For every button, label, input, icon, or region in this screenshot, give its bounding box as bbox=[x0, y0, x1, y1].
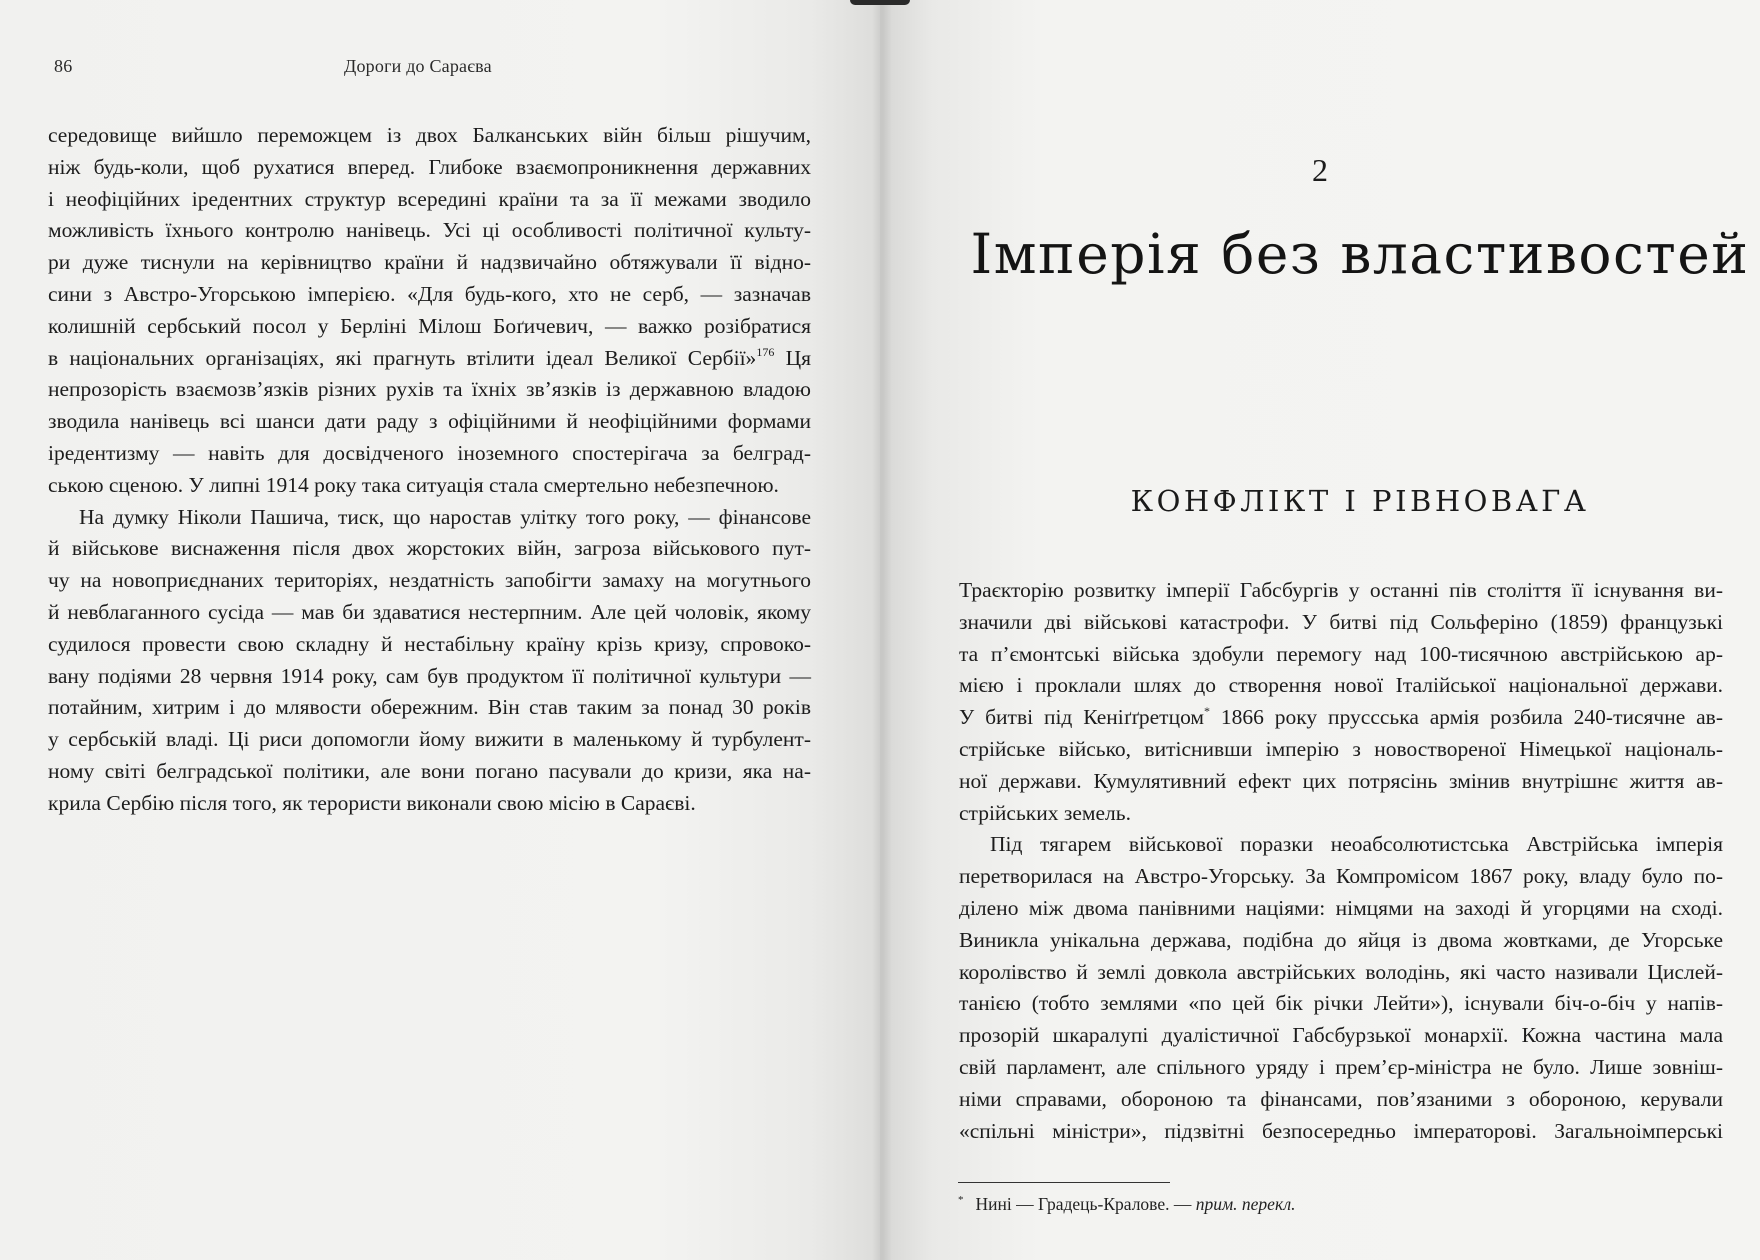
footnote-reference: 176 bbox=[756, 344, 775, 359]
text-line: крила Сербію після того, як терористи виконали свою місію в Сараєві. bbox=[48, 790, 696, 815]
text-line: стрійське військо, витіснивши імперію з новоствореної Німецької національ- bbox=[959, 736, 1723, 761]
text-line: Під тягарем військової поразки неоабсолютистська Австрійська імперія bbox=[990, 832, 1723, 857]
footnote-mark: * bbox=[958, 1194, 964, 1206]
text-line: ніж будь-коли, щоб рухатися вперед. Глибоке взаємопроникнення державних bbox=[48, 154, 811, 179]
text-line: судилося провести свою складну й нестабільну країну крізь кризу, спровоко- bbox=[48, 631, 811, 656]
text-line: у сербській владі. Ці риси допомогли йому вижити в маленькому й турбулент- bbox=[48, 727, 811, 752]
text-line: Траєкторію розвитку імперії Габсбургів у останні пів століття її існування ви- bbox=[959, 578, 1723, 602]
text-line: іредентизму — навіть для досвідченого іноземного спостерігача за белград- bbox=[48, 440, 811, 465]
text-line: мією і проклали шлях до створення нової Італійської національної держави. bbox=[959, 673, 1723, 698]
footnote-text: Нині — Градець-Кралове. — bbox=[975, 1194, 1192, 1214]
text-line: колишній сербський посол у Берліні Мілош Боґичевич, — важко розібратися bbox=[48, 313, 811, 338]
text-line: «спільні міністри», підзвітні безпосередньо імператорові. Загальноімперські bbox=[959, 1118, 1723, 1143]
text-line: ською сценою. У липні 1914 року така ситуація стала смертельно небезпечною. bbox=[48, 472, 779, 497]
chapter-number: 2 bbox=[1312, 152, 1328, 188]
right-page bbox=[880, 0, 1760, 1260]
chapter-title: Імперія без властивостей bbox=[970, 222, 1750, 286]
right-body-text bbox=[959, 575, 1723, 1147]
text-line: можливість їхнього контролю нанівець. Усі ці особливості політичної культу- bbox=[48, 218, 811, 243]
text-fragment: У битві під Кеніґґретцом bbox=[959, 705, 1205, 730]
text-line-with-footnote bbox=[959, 702, 1723, 734]
text-line: зводила нанівець всі шанси дати раду з офіційними й неофіційними формами bbox=[48, 409, 811, 434]
text-line: непрозорість взаємозв’язків різних рухів та їхніх зв’язків із державною владою bbox=[48, 377, 811, 402]
footnote-reference: * bbox=[1204, 704, 1211, 719]
footnote-divider bbox=[958, 1182, 1170, 1183]
text-line: й невблаганного сусіда — мав би здаватися нестерпним. Але цей чоловік, якому bbox=[48, 599, 811, 624]
footnote-note: прим. перекл. bbox=[1195, 1194, 1296, 1214]
text-line: значили дві військові катастрофи. У битві під Сольферіно (1859) французькі bbox=[959, 609, 1723, 634]
text-line: чу на новоприєднаних територіях, нездатність запобігти замаху на могутнього bbox=[48, 568, 811, 593]
text-line: ному світі белградської політики, але вони погано пасували до кризи, яка на- bbox=[48, 758, 811, 783]
text-line: королівство й землі довкола австрійських володінь, які часто називали Цислей- bbox=[959, 959, 1723, 984]
text-line: й військове виснаження після двох жорстоких війн, загроза військового пут- bbox=[48, 536, 811, 561]
text-fragment: в національних організаціях, які прагнуть втілити ідеал Великої Сербії» bbox=[48, 345, 757, 370]
text-line: середовище вийшло переможцем із двох Балканських війн більш рішучим, bbox=[48, 123, 811, 147]
text-line: німи справами, обороною та фінансами, пов’язаними з обороною, керували bbox=[959, 1086, 1723, 1111]
text-line: сини з Австро-Угорською імперією. «Для будь-кого, хто не серб, — зазначав bbox=[48, 281, 811, 306]
left-body-text bbox=[48, 120, 811, 820]
text-line: та п’ємонтські війська здобули перемогу над 100-тисячною австрійською ар- bbox=[959, 641, 1723, 666]
text-line: свій парламент, але спільного уряду і прем’єр-міністра не було. Лише зовніш- bbox=[959, 1054, 1723, 1079]
text-line: ри дуже тиснули на керівництво країни й надзвичайно обтяжували її відно- bbox=[48, 250, 811, 275]
text-fragment: Ця bbox=[774, 345, 811, 370]
text-line-with-footnote bbox=[48, 343, 811, 375]
text-line: ділено між двома панівними націями: німцями на заході й угорцями на сході. bbox=[959, 895, 1723, 920]
bookmark-ribbon bbox=[850, 0, 910, 5]
text-line: перетворилася на Австро-Угорську. За Компромісом 1867 року, владу було по- bbox=[959, 864, 1723, 889]
text-fragment: 1866 року пруссська армія розбила 240-тисячне ав- bbox=[1210, 705, 1723, 730]
text-line: ної держави. Кумулятивний ефект цих потрясінь змінив внутрішнє життя ав- bbox=[959, 768, 1723, 793]
footnote bbox=[958, 1194, 1296, 1215]
text-line: вану подіями 28 червня 1914 року, сам був продуктом її політичної культури — bbox=[48, 663, 811, 688]
text-line: На думку Ніколи Пашича, тиск, що наростав улітку того року, — фінансове bbox=[79, 504, 811, 529]
page-number: 86 bbox=[54, 56, 73, 76]
section-title: КОНФЛІКТ І РІВНОВАГА bbox=[1130, 484, 1590, 518]
text-line: потайним, хитрим і до млявости обережним. Він став таким за понад 30 років bbox=[48, 695, 811, 720]
text-line: стрійських земель. bbox=[959, 800, 1131, 825]
text-line: прозорій шкаралупі дуалістичної Габсбурзької монархії. Кожна частина мала bbox=[959, 1023, 1723, 1048]
text-line: танією (тобто землями «по цей бік річки Лейти»), існували біч-о-біч у напів- bbox=[959, 991, 1723, 1016]
text-line: і неофіційних іредентних структур всередині країни та за її межами зводило bbox=[48, 186, 811, 211]
text-line: Виникла унікальна держава, подібна до яйця із двома жовтками, де Угорське bbox=[959, 927, 1723, 952]
running-title: Дороги до Сараєва bbox=[344, 56, 492, 76]
